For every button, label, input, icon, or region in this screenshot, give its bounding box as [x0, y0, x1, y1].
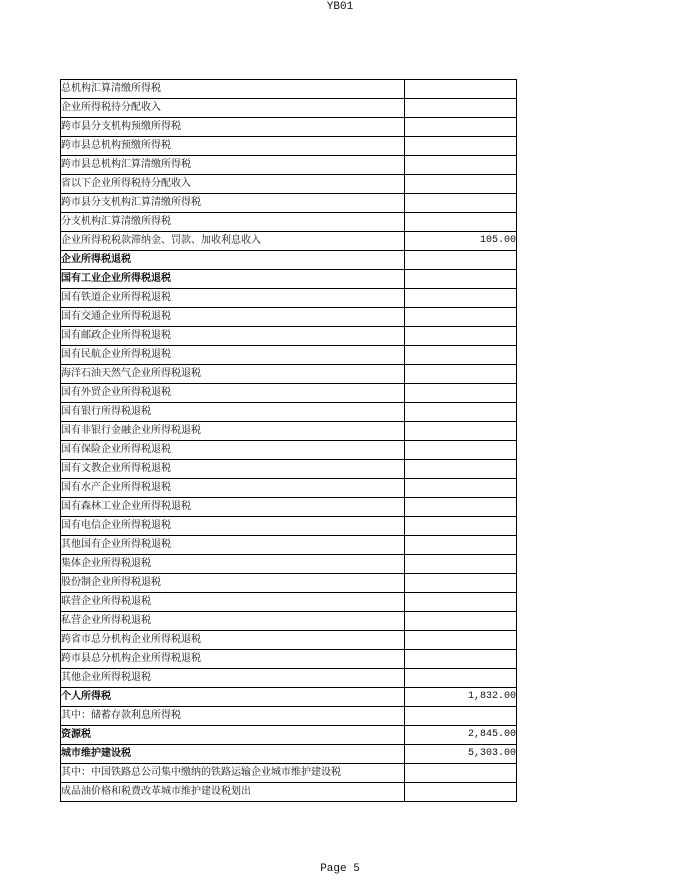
row-value [405, 365, 517, 384]
row-value [405, 669, 517, 688]
row-label: 国有银行所得税退税 [61, 403, 405, 422]
row-label: 国有文教企业所得税退税 [61, 460, 405, 479]
table-row [61, 213, 517, 232]
row-value [405, 536, 517, 555]
table-row [61, 403, 517, 422]
row-value [405, 764, 517, 783]
table-row [61, 764, 517, 783]
row-label: 集体企业所得税退税 [61, 555, 405, 574]
row-value: 2,845.00 [405, 726, 517, 745]
row-value [405, 194, 517, 213]
row-value [405, 460, 517, 479]
row-label: 企业所得税待分配收入 [61, 99, 405, 118]
table-row [61, 346, 517, 365]
table-row [61, 688, 517, 707]
table-row [61, 137, 517, 156]
row-value [405, 175, 517, 194]
row-value [405, 270, 517, 289]
row-value [405, 308, 517, 327]
row-label: 跨市县分支机构汇算清缴所得税 [61, 194, 405, 213]
table-row [61, 308, 517, 327]
table-row [61, 365, 517, 384]
table-row [61, 574, 517, 593]
row-label: 国有保险企业所得税退税 [61, 441, 405, 460]
table-row [61, 479, 517, 498]
page-footer-number: Page 5 [320, 863, 360, 875]
table-row [61, 156, 517, 175]
row-value [405, 137, 517, 156]
row-value [405, 479, 517, 498]
row-value [405, 612, 517, 631]
row-label: 海洋石油天然气企业所得税退税 [61, 365, 405, 384]
table-row [61, 726, 517, 745]
row-label: 国有外贸企业所得税退税 [61, 384, 405, 403]
row-value [405, 498, 517, 517]
table-row [61, 289, 517, 308]
row-value [405, 555, 517, 574]
table-row [61, 669, 517, 688]
table-row [61, 517, 517, 536]
row-label: 其他企业所得税退税 [61, 669, 405, 688]
table-row [61, 745, 517, 764]
row-label: 跨省市总分机构企业所得税退税 [61, 631, 405, 650]
table-row [61, 650, 517, 669]
table-row [61, 441, 517, 460]
table-row [61, 536, 517, 555]
row-value: 5,303.00 [405, 745, 517, 764]
row-value [405, 707, 517, 726]
row-label: 分支机构汇算清缴所得税 [61, 213, 405, 232]
table-row [61, 80, 517, 99]
row-label: 国有邮政企业所得税退税 [61, 327, 405, 346]
row-value [405, 403, 517, 422]
table-row [61, 194, 517, 213]
row-label: 国有铁道企业所得税退税 [61, 289, 405, 308]
row-value [405, 631, 517, 650]
row-value [405, 441, 517, 460]
tax-revenue-table [60, 79, 517, 802]
row-value [405, 650, 517, 669]
table-row [61, 707, 517, 726]
row-label: 其他国有企业所得税退税 [61, 536, 405, 555]
row-label: 股份制企业所得税退税 [61, 574, 405, 593]
row-label: 跨市县总机构汇算清缴所得税 [61, 156, 405, 175]
row-label: 成品油价格和税费改革城市维护建设税划出 [61, 783, 405, 802]
row-value [405, 99, 517, 118]
row-label: 国有民航企业所得税退税 [61, 346, 405, 365]
table-row [61, 327, 517, 346]
row-label: 其中：储蓄存款利息所得税 [61, 707, 405, 726]
table-row [61, 99, 517, 118]
row-label: 总机构汇算清缴所得税 [61, 80, 405, 99]
row-value: 105.00 [405, 232, 517, 251]
row-label: 省以下企业所得税待分配收入 [61, 175, 405, 194]
table-row [61, 251, 517, 270]
row-label: 个人所得税 [61, 688, 405, 707]
row-value [405, 213, 517, 232]
row-label: 跨市县总分机构企业所得税退税 [61, 650, 405, 669]
page-header-code: YB01 [326, 1, 354, 13]
row-value [405, 593, 517, 612]
row-value: 1,832.00 [405, 688, 517, 707]
table-row [61, 631, 517, 650]
row-label: 跨市县总机构预缴所得税 [61, 137, 405, 156]
row-value [405, 384, 517, 403]
row-value [405, 289, 517, 308]
table-row [61, 118, 517, 137]
row-label: 其中：中国铁路总公司集中缴纳的铁路运输企业城市维护建设税 [61, 764, 405, 783]
row-label: 跨市县分支机构预缴所得税 [61, 118, 405, 137]
row-label: 城市维护建设税 [61, 745, 405, 764]
row-value [405, 783, 517, 802]
table-row [61, 460, 517, 479]
row-label: 企业所得税退税 [61, 251, 405, 270]
row-label: 国有工业企业所得税退税 [61, 270, 405, 289]
row-label: 国有交通企业所得税退税 [61, 308, 405, 327]
table-row [61, 422, 517, 441]
table-row [61, 612, 517, 631]
row-label: 企业所得税税款滞纳金、罚款、加收利息收入 [61, 232, 405, 251]
table-row [61, 175, 517, 194]
row-value [405, 118, 517, 137]
row-value [405, 517, 517, 536]
row-value [405, 422, 517, 441]
table-row [61, 232, 517, 251]
row-label: 国有电信企业所得税退税 [61, 517, 405, 536]
row-label: 联营企业所得税退税 [61, 593, 405, 612]
row-value [405, 251, 517, 270]
row-label: 国有森林工业企业所得税退税 [61, 498, 405, 517]
table-row [61, 498, 517, 517]
table-row [61, 783, 517, 802]
table-row [61, 555, 517, 574]
row-label: 私营企业所得税退税 [61, 612, 405, 631]
table-row [61, 270, 517, 289]
table-row [61, 384, 517, 403]
row-label: 资源税 [61, 726, 405, 745]
row-value [405, 80, 517, 99]
row-label: 国有水产企业所得税退税 [61, 479, 405, 498]
row-value [405, 156, 517, 175]
row-value [405, 574, 517, 593]
table-row [61, 593, 517, 612]
row-value [405, 327, 517, 346]
row-label: 国有非银行金融企业所得税退税 [61, 422, 405, 441]
row-value [405, 346, 517, 365]
